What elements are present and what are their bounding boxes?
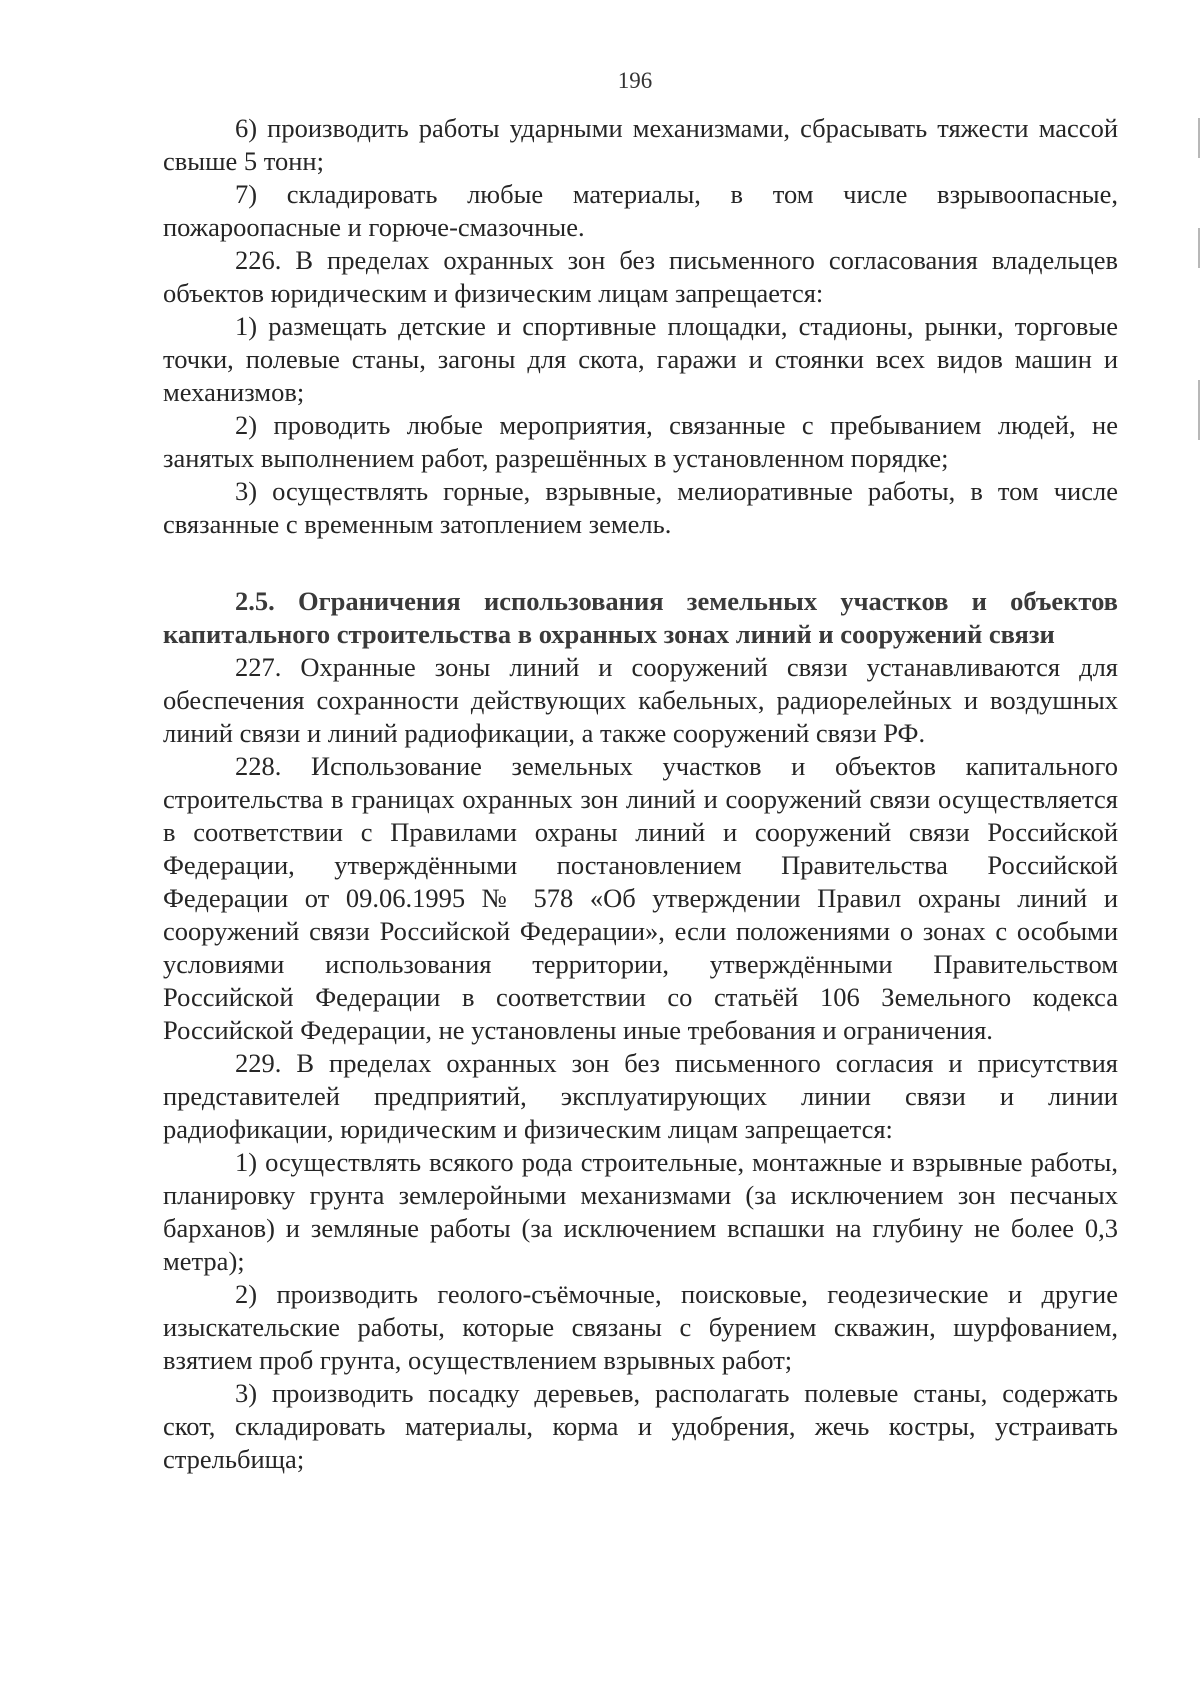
clause-paragraph: 227. Охранные зоны линий и сооружений связи устанавливаются для обеспечения сохранности действующих кабельных, радиорелейных и воздушных линий связи и линий радиофикации, а также сооружений связи РФ. — [163, 652, 1118, 748]
document-body — [163, 112, 1118, 1476]
list-item: 3) осуществлять горные, взрывные, мелиоративные работы, в том числе связанные с временным затоплением земель. — [163, 476, 1118, 539]
list-item: 2) производить геолого-съёмочные, поисковые, геодезические и другие изыскательские работы, которые связаны с бурением скважин, шурфованием, взятием проб грунта, осуществлением взрывных работ; — [163, 1279, 1118, 1375]
list-item: 6) производить работы ударными механизмами, сбрасывать тяжести массой свыше 5 тонн; — [163, 113, 1118, 176]
page-number: 196 — [617, 68, 653, 93]
section-heading: 2.5. Ограничения использования земельных участков и объектов капитального строительства в охранных зонах линий и сооружений связи — [163, 586, 1118, 649]
list-item: 1) осуществлять всякого рода строительные, монтажные и взрывные работы, планировку грунта землеройными механизмами (за исключением зон песчаных барханов) и земляные работы (за исключением вспашки на глубину не более 0,3 метра); — [163, 1147, 1118, 1276]
list-item: 7) складировать любые материалы, в том числе взрывоопасные, пожароопасные и горюче-смазочные. — [163, 179, 1118, 242]
clause-paragraph: 226. В пределах охранных зон без письменного согласования владельцев объектов юридическим и физическим лицам запрещается: — [163, 245, 1118, 308]
clause-paragraph: 229. В пределах охранных зон без письменного согласия и присутствия представителей предприятий, эксплуатирующих линии связи и линии радиофикации, юридическим и физическим лицам запрещается: — [163, 1048, 1118, 1144]
list-item: 1) размещать детские и спортивные площадки, стадионы, рынки, торговые точки, полевые станы, загоны для скота, гаражи и стоянки всех видов машин и механизмов; — [163, 311, 1118, 407]
list-item: 3) производить посадку деревьев, располагать полевые станы, содержать скот, складировать материалы, корма и удобрения, жечь костры, устраивать стрельбища; — [163, 1378, 1118, 1474]
clause-paragraph: 228. Использование земельных участков и объектов капитального строительства в границах охранных зон линий и сооружений связи осуществляется в соответствии с Правилами охраны линий и сооружений связи Российской Федерации, утверждёнными постановлением Правительства Российской Федерации от 09.06.1995 № 578 «Об утверждении Правил охраны линий и сооружений связи Российской Федерации», если положениями о зонах с особыми условиями использования территории, утверждёнными Правительством Российской Федерации в соответствии со статьёй 106 Земельного кодекса Российской Федерации, не установлены иные требования и ограничения. — [163, 751, 1118, 1045]
list-item: 2) проводить любые мероприятия, связанные с пребыванием людей, не занятых выполнением работ, разрешённых в установленном порядке; — [163, 410, 1118, 473]
